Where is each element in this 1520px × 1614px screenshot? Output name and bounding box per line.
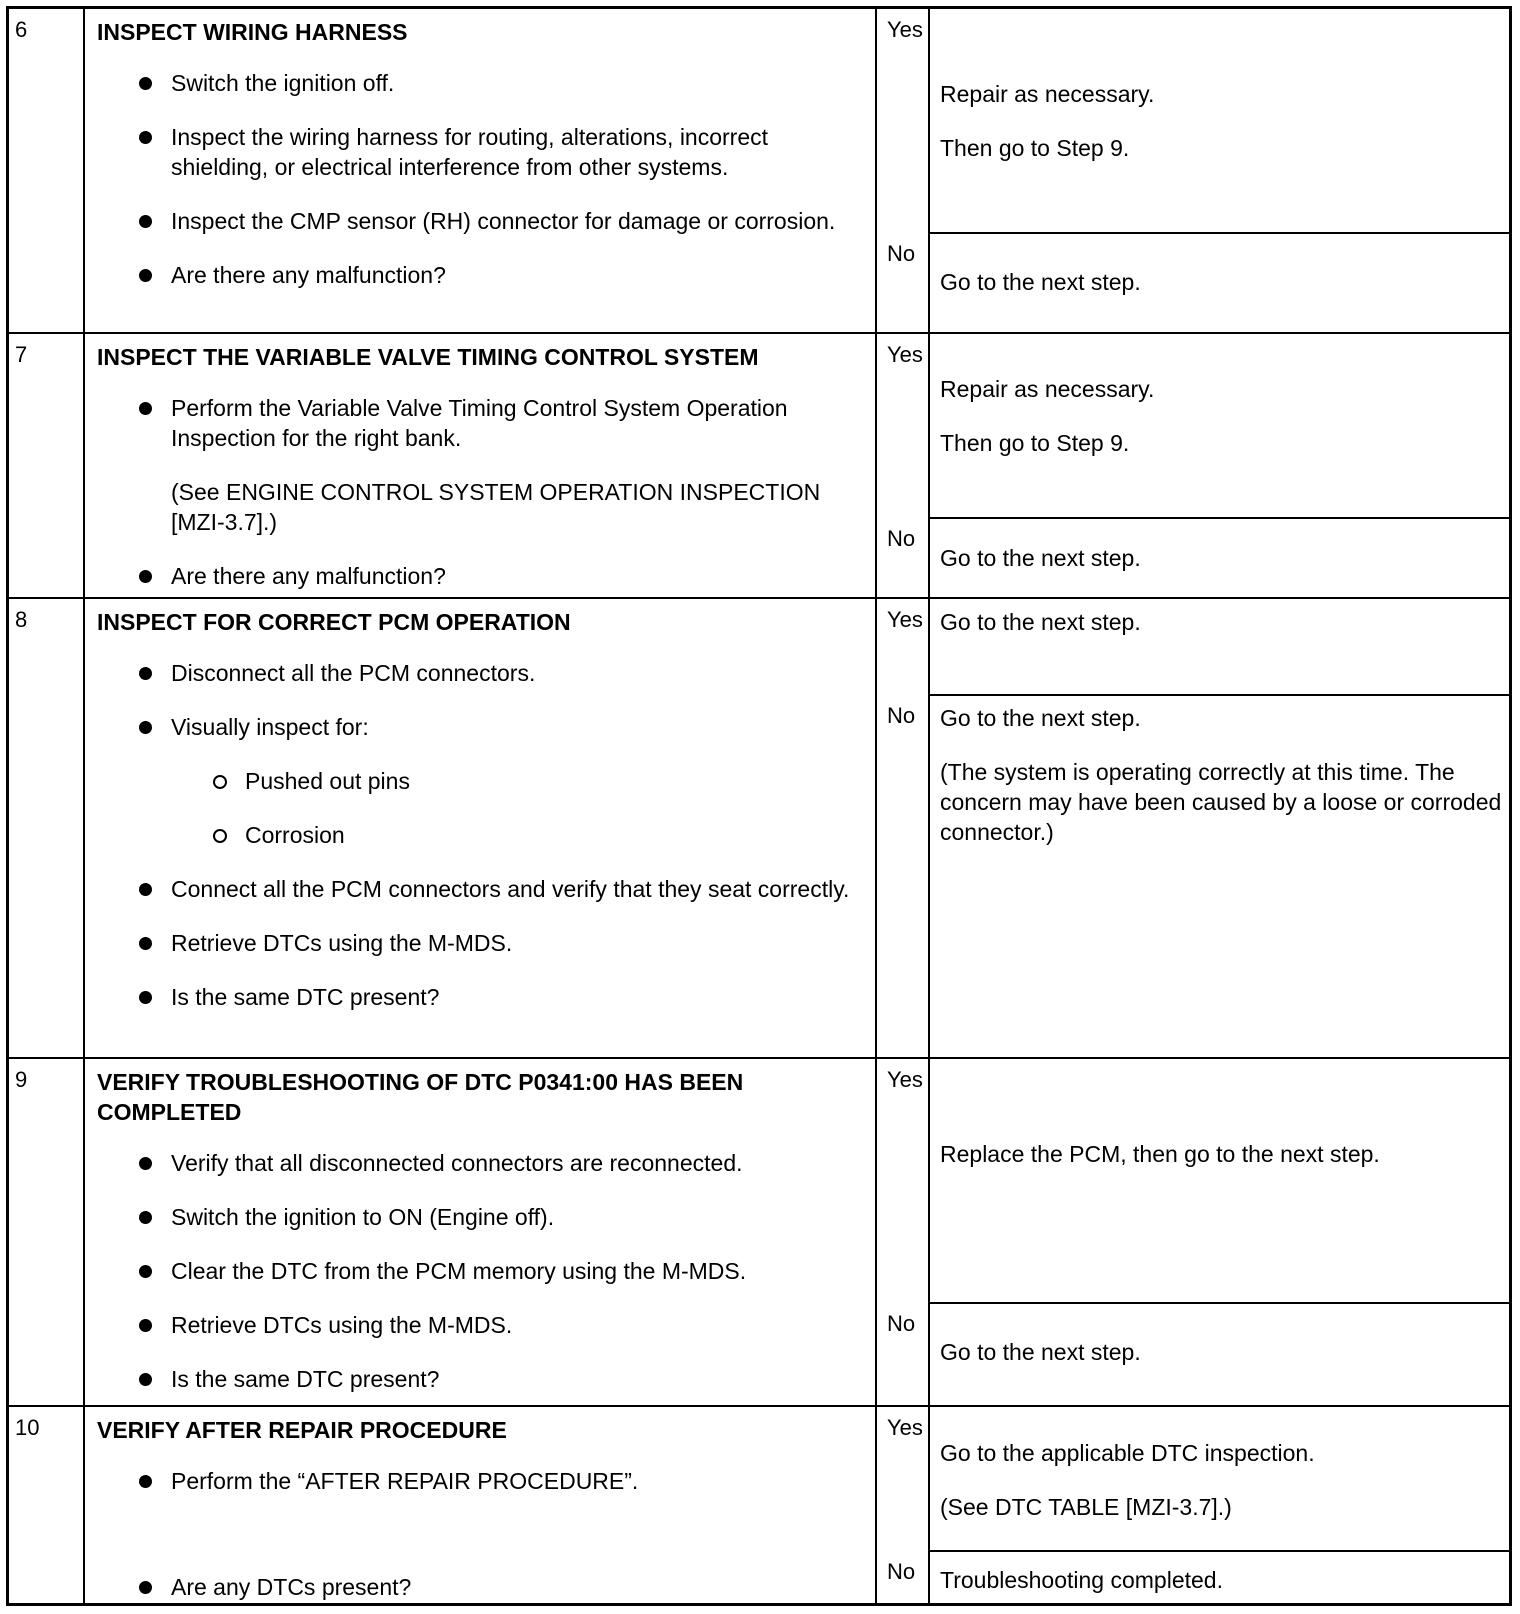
action-item: Is the same DTC present? xyxy=(97,1364,867,1394)
step-procedure xyxy=(97,607,867,1012)
no-result: Go to the next step. xyxy=(940,269,1141,295)
yes-result: Go to the next step. xyxy=(940,609,1141,635)
yes-label: Yes xyxy=(887,17,923,42)
action-item: Perform the “AFTER REPAIR PROCEDURE”. xyxy=(97,1466,867,1496)
step-procedure xyxy=(97,1415,867,1602)
bullet-icon xyxy=(139,883,152,896)
action-item: Switch the ignition to ON (Engine off). xyxy=(97,1202,867,1232)
yes-result: Go to the applicable DTC inspection. (See DTC TABLE [MZI-3.7].) xyxy=(940,1440,1315,1520)
action-item: Visually inspect for: Pushed out pins Corrosion xyxy=(97,712,867,850)
reference-note: (See ENGINE CONTROL SYSTEM OPERATION INSPECTION [MZI-3.7].) xyxy=(171,479,821,535)
action-item: Are there any malfunction? xyxy=(97,260,867,290)
step-number: 8 xyxy=(15,607,28,632)
yes-result: Replace the PCM, then go to the next step. xyxy=(940,1141,1380,1167)
bullet-icon xyxy=(139,131,152,144)
yes-label: Yes xyxy=(887,342,923,367)
action-item: Inspect the wiring harness for routing, alterations, incorrect shielding, or electrical interference from other systems. xyxy=(97,122,867,182)
step-procedure xyxy=(97,17,867,290)
bullet-icon xyxy=(139,1157,152,1170)
step-row-6 xyxy=(9,9,1509,334)
step-procedure xyxy=(97,1067,867,1394)
step-number: 10 xyxy=(15,1415,40,1440)
action-item: Verify that all disconnected connectors are reconnected. xyxy=(97,1148,867,1178)
action-item: Disconnect all the PCM connectors. xyxy=(97,658,867,688)
step-row-7 xyxy=(9,334,1509,599)
step-title: VERIFY TROUBLESHOOTING OF DTC P0341:00 HAS BEEN COMPLETED xyxy=(97,1069,744,1125)
action-item: Is the same DTC present? xyxy=(97,982,867,1012)
yes-result: Repair as necessary. Then go to Step 9. xyxy=(940,376,1155,456)
sub-item: Pushed out pins xyxy=(171,766,867,796)
no-label: No xyxy=(887,703,916,728)
bullet-icon xyxy=(139,1265,152,1278)
step-row-9 xyxy=(9,1059,1509,1407)
bullet-icon xyxy=(139,77,152,90)
no-result: Troubleshooting completed. xyxy=(940,1567,1223,1593)
no-result: Go to the next step. (The system is operating correctly at this time. The concern may have been caused by a loose or corroded connector.) xyxy=(940,705,1502,845)
step-number: 6 xyxy=(15,17,28,42)
circle-bullet-icon xyxy=(213,829,227,843)
bullet-icon xyxy=(139,721,152,734)
no-label: No xyxy=(887,1559,916,1584)
action-item: Switch the ignition off. xyxy=(97,68,867,98)
step-row-8 xyxy=(9,599,1509,1059)
step-row-10 xyxy=(9,1407,1509,1603)
yes-result: Repair as necessary. Then go to Step 9. xyxy=(940,81,1155,161)
bullet-icon xyxy=(139,269,152,282)
no-label: No xyxy=(887,241,916,266)
action-item: Retrieve DTCs using the M-MDS. xyxy=(97,928,867,958)
bullet-icon xyxy=(139,402,152,415)
bullet-icon xyxy=(139,1211,152,1224)
bullet-icon xyxy=(139,1373,152,1386)
bullet-icon xyxy=(139,1475,152,1488)
action-item: Connect all the PCM connectors and verify that they seat correctly. xyxy=(97,874,867,904)
bullet-icon xyxy=(139,937,152,950)
action-item: Perform the Variable Valve Timing Control System Operation Inspection for the right bank. (See ENGINE CONTROL SYSTEM OPERATION INSPECTION [MZI-3.7].) xyxy=(97,393,867,537)
no-label: No xyxy=(887,1311,916,1336)
bullet-icon xyxy=(139,1581,152,1594)
action-item: Inspect the CMP sensor (RH) connector for damage or corrosion. xyxy=(97,206,867,236)
step-number: 7 xyxy=(15,342,28,367)
step-procedure xyxy=(97,342,867,591)
troubleshooting-table xyxy=(6,6,1512,1606)
action-item: Clear the DTC from the PCM memory using the M-MDS. xyxy=(97,1256,867,1286)
no-result: Go to the next step. xyxy=(940,545,1141,571)
no-label: No xyxy=(887,526,916,551)
no-result: Go to the next step. xyxy=(940,1339,1141,1365)
step-title: INSPECT THE VARIABLE VALVE TIMING CONTROL SYSTEM xyxy=(97,344,759,370)
yes-label: Yes xyxy=(887,1067,923,1092)
step-title: INSPECT WIRING HARNESS xyxy=(97,19,408,45)
bullet-icon xyxy=(139,570,152,583)
action-item: Retrieve DTCs using the M-MDS. xyxy=(97,1310,867,1340)
bullet-icon xyxy=(139,991,152,1004)
circle-bullet-icon xyxy=(213,775,227,789)
bullet-icon xyxy=(139,1319,152,1332)
bullet-icon xyxy=(139,215,152,228)
yes-label: Yes xyxy=(887,607,923,632)
bullet-icon xyxy=(139,667,152,680)
step-title: VERIFY AFTER REPAIR PROCEDURE xyxy=(97,1417,507,1443)
yes-label: Yes xyxy=(887,1415,923,1440)
sub-item: Corrosion xyxy=(171,820,867,850)
step-number: 9 xyxy=(15,1067,28,1092)
action-item: Are there any malfunction? xyxy=(97,561,867,591)
action-item: Are any DTCs present? xyxy=(97,1572,867,1602)
step-title: INSPECT FOR CORRECT PCM OPERATION xyxy=(97,609,571,635)
